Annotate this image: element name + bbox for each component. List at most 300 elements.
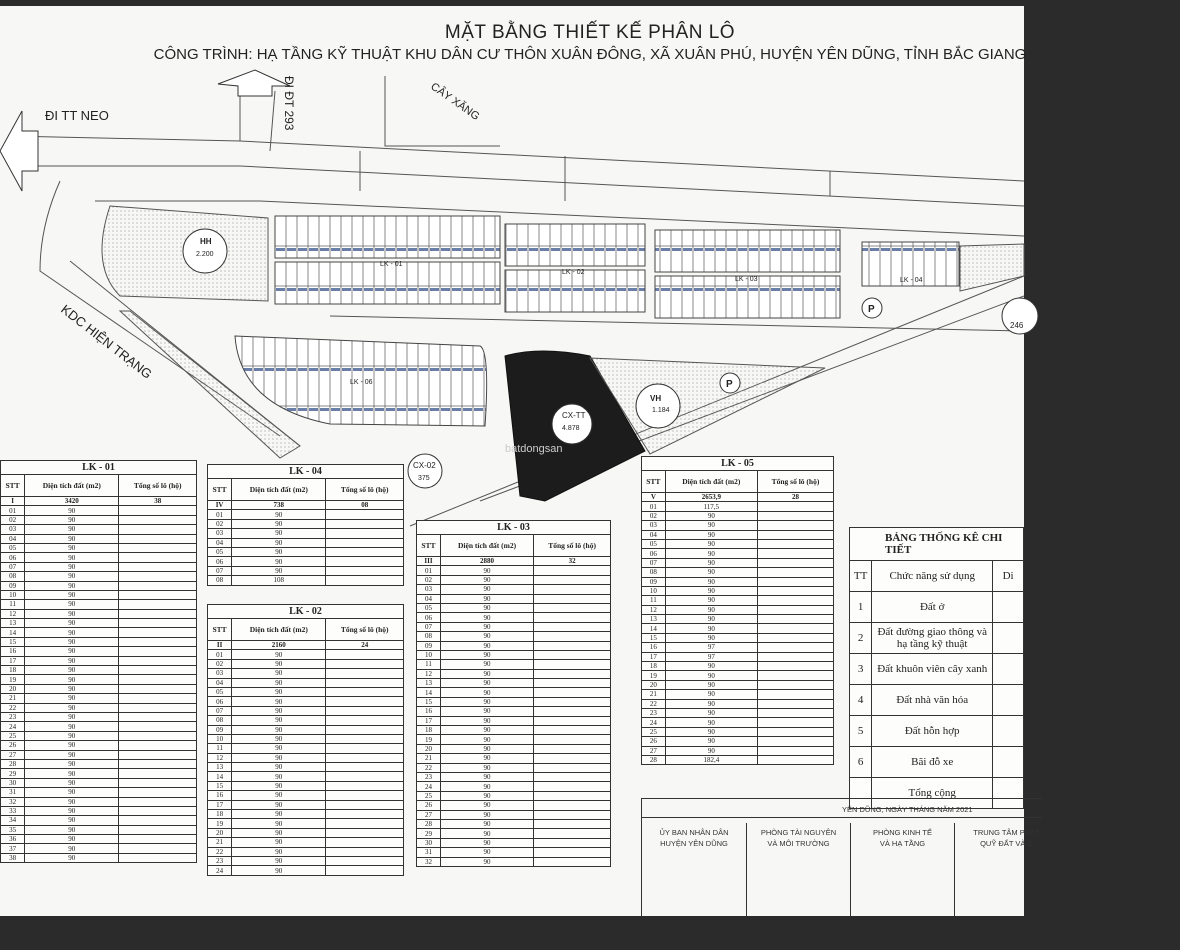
table-cell-stt: 17 (208, 800, 232, 809)
table-cell-area: 90 (440, 575, 533, 584)
page-title: MẶT BẰNG THIẾT KẾ PHÂN LÔ (444, 22, 736, 43)
table-row (208, 510, 404, 519)
table-cell-area: 90 (232, 810, 326, 819)
bottom-frame (0, 916, 1024, 950)
table-cell-stt: 18 (208, 810, 232, 819)
table-cell-area: 90 (25, 647, 119, 656)
table-cell-area: 90 (440, 735, 533, 744)
table-cell-stt: 01 (208, 510, 232, 519)
table-cell-stt: 13 (208, 763, 232, 772)
signature-block (641, 798, 1042, 923)
table-cell-area: 97 (665, 652, 757, 661)
table-cell-count (119, 750, 197, 759)
table-cell-count (326, 706, 404, 715)
table-row (1, 694, 197, 703)
table-caption: LK - 01 (1, 461, 197, 475)
table-row (417, 707, 611, 716)
table-row (417, 763, 611, 772)
table-cell-stt: 09 (1, 581, 25, 590)
label-p2: P (868, 304, 875, 315)
table-cell-area: 90 (665, 662, 757, 671)
table-row (1, 712, 197, 721)
direction-arrow-up (218, 70, 290, 96)
table-row (1, 806, 197, 815)
table-cell-count (326, 519, 404, 528)
table-cell-count (757, 690, 833, 699)
summary-cell-function: Đất nhà văn hóa (872, 685, 993, 716)
table-row (208, 781, 404, 790)
table-row (642, 558, 834, 567)
table-row (208, 706, 404, 715)
table-cell-count (119, 797, 197, 806)
table-cell-area: 90 (665, 680, 757, 689)
sign-col-4 (954, 823, 1058, 923)
table-cell-area: 90 (665, 558, 757, 567)
table-cell-stt: 14 (208, 772, 232, 781)
cx-02-label-circle (408, 454, 442, 488)
table-cell-count (326, 838, 404, 847)
table-cell-area: 90 (665, 615, 757, 624)
sign-col-4-line2: QUỸ ĐẤT VÀ C (980, 839, 1033, 848)
table-cell-count (757, 643, 833, 652)
table-row (417, 819, 611, 828)
table-row (642, 615, 834, 624)
table-row (417, 857, 611, 866)
table-cell-area: 90 (232, 828, 326, 837)
table-cell-stt: 21 (642, 690, 666, 699)
table-cell-stt: 04 (1, 534, 25, 543)
table-cell-area: 90 (232, 678, 326, 687)
table-cell-stt: 17 (417, 716, 441, 725)
table-summary-cell: 24 (326, 641, 404, 650)
table-cell-stt: 37 (1, 844, 25, 853)
table-row (1, 506, 197, 515)
table-row (1, 684, 197, 693)
table-row (208, 828, 404, 837)
sign-col-2-line1: PHÒNG TÀI NGUYÊN (760, 828, 837, 837)
table-row (417, 679, 611, 688)
summary-cell-area (993, 716, 1024, 747)
table-cell-count (534, 594, 611, 603)
table-cell-stt: 13 (1, 619, 25, 628)
table-cell-count (326, 866, 404, 875)
table-row (208, 819, 404, 828)
summary-row (850, 716, 1024, 747)
table-cell-area: 90 (232, 866, 326, 875)
table-cell-stt: 04 (208, 538, 232, 547)
table-cell-count (757, 511, 833, 520)
table-row (208, 547, 404, 556)
table-cell-area: 90 (232, 557, 326, 566)
table-cell-count (119, 534, 197, 543)
table-cell-area: 90 (440, 622, 533, 631)
table-cell-area: 90 (25, 806, 119, 815)
table-cell-area: 90 (25, 628, 119, 637)
table-cell-stt: 24 (208, 866, 232, 875)
table-row (417, 622, 611, 631)
table-row (642, 662, 834, 671)
table-cell-count (326, 716, 404, 725)
table-cell-stt: 02 (208, 519, 232, 528)
table-cell-count (326, 697, 404, 706)
table-cell-count (534, 632, 611, 641)
summary-row (850, 685, 1024, 716)
table-row (642, 699, 834, 708)
summary-title: BẢNG THỐNG KÊ CHI TIẾT (850, 528, 1024, 561)
vh-label-circle (636, 384, 680, 428)
table-row (642, 652, 834, 661)
table-row (1, 637, 197, 646)
table-cell-area: 90 (232, 772, 326, 781)
label-vh-area: 1.184 (652, 407, 670, 414)
table-row (417, 829, 611, 838)
table-cell-area: 90 (232, 669, 326, 678)
table-summary-cell: 3420 (25, 497, 119, 506)
table-header: Diện tích đất (m2) (232, 479, 326, 501)
table-cell-stt: 05 (1, 543, 25, 552)
summary-cell-tt: 3 (850, 654, 872, 685)
table-cell-area: 90 (25, 694, 119, 703)
table-cell-count (119, 553, 197, 562)
summary-header-function: Chức năng sử dụng (872, 561, 993, 592)
table-cell-count (757, 755, 833, 764)
table-cell-area: 90 (25, 590, 119, 599)
summary-cell-tt: 5 (850, 716, 872, 747)
table-cell-area: 90 (440, 763, 533, 772)
summary-cell-function: Đất ở (872, 592, 993, 623)
table-cell-stt: 18 (642, 662, 666, 671)
table-row (417, 810, 611, 819)
table-lk-01 (0, 460, 197, 863)
table-cell-stt: 17 (642, 652, 666, 661)
table-row (642, 605, 834, 614)
table-row (208, 566, 404, 575)
table-cell-stt: 08 (208, 576, 232, 585)
table-cell-count (119, 731, 197, 740)
table-cell-stt: 19 (642, 671, 666, 680)
table-cell-count (326, 772, 404, 781)
cx-tt-label-circle (552, 404, 592, 444)
table-row (208, 697, 404, 706)
table-cell-area: 90 (440, 848, 533, 857)
table-cell-count (757, 680, 833, 689)
table-cell-stt: 34 (1, 816, 25, 825)
table-cell-stt: 31 (1, 788, 25, 797)
table-cell-count (326, 856, 404, 865)
label-p1: P (726, 379, 733, 390)
table-cell-stt: 35 (1, 825, 25, 834)
table-header: Tổng số lô (hộ) (757, 471, 833, 493)
table-row (1, 619, 197, 628)
table-cell-count (534, 641, 611, 650)
table-cell-count (757, 737, 833, 746)
table-row (417, 716, 611, 725)
table-cell-area: 90 (440, 594, 533, 603)
table-cell-stt: 21 (1, 694, 25, 703)
table-cell-count (534, 688, 611, 697)
table-cell-count (534, 810, 611, 819)
table-cell-count (757, 708, 833, 717)
summary-header-tt: TT (850, 561, 872, 592)
table-cell-stt: 15 (1, 637, 25, 646)
table-cell-stt: 11 (1, 600, 25, 609)
table-cell-stt: 08 (208, 716, 232, 725)
table-cell-stt: 36 (1, 835, 25, 844)
table-cell-area: 90 (440, 726, 533, 735)
table-row (208, 529, 404, 538)
table-cell-area: 90 (665, 633, 757, 642)
table-row (642, 633, 834, 642)
table-cell-count (119, 562, 197, 571)
table-cell-count (757, 633, 833, 642)
table-cell-stt: 08 (642, 568, 666, 577)
table-cell-area: 90 (440, 641, 533, 650)
table-cell-stt: 12 (1, 609, 25, 618)
table-row (208, 791, 404, 800)
table-cell-area: 90 (232, 538, 326, 547)
table-cell-count (119, 778, 197, 787)
table-row (208, 687, 404, 696)
table-cell-count (326, 734, 404, 743)
table-cell-stt: 16 (208, 791, 232, 800)
table-row (1, 816, 197, 825)
table-cell-stt: 06 (642, 549, 666, 558)
table-row (208, 856, 404, 865)
table-cell-stt: 11 (642, 596, 666, 605)
table-cell-count (757, 521, 833, 530)
table-cell-area: 90 (232, 510, 326, 519)
table-cell-count (326, 819, 404, 828)
lot-row-lk03-top (655, 230, 840, 272)
label-hh: HH (200, 237, 212, 246)
label-kdc-hien-trang: KDC HIỆN TRẠNG (58, 301, 155, 382)
table-cell-count (534, 829, 611, 838)
label-lk-06: LK - 06 (350, 379, 373, 386)
table-cell-stt: 13 (417, 679, 441, 688)
table-cell-stt: 09 (642, 577, 666, 586)
table-cell-stt: 07 (1, 562, 25, 571)
table-cell-count (757, 652, 833, 661)
table-cell-count (326, 810, 404, 819)
table-summary-cell: II (208, 641, 232, 650)
table-row (208, 800, 404, 809)
table-cell-area: 90 (25, 759, 119, 768)
table-cell-area: 90 (25, 684, 119, 693)
table-row (208, 734, 404, 743)
table-row (417, 641, 611, 650)
table-cell-stt: 15 (642, 633, 666, 642)
table-cell-count (119, 788, 197, 797)
table-cell-stt: 09 (208, 725, 232, 734)
table-row (417, 754, 611, 763)
table-cell-stt: 06 (417, 613, 441, 622)
table-cell-count (534, 697, 611, 706)
label-cx-tt: CX-TT (562, 411, 586, 420)
label-di-tt-neo: ĐI TT NEO (45, 108, 109, 123)
table-cell-count (326, 576, 404, 585)
table-row (1, 600, 197, 609)
table-cell-stt: 29 (1, 769, 25, 778)
table-cell-count (757, 502, 833, 511)
table-cell-area: 90 (25, 600, 119, 609)
table-cell-stt: 04 (642, 530, 666, 539)
table-cell-count (534, 716, 611, 725)
table-cell-stt: 13 (642, 615, 666, 624)
table-cell-count (534, 585, 611, 594)
table-cell-area: 90 (665, 671, 757, 680)
table-row (417, 585, 611, 594)
table-cell-count (326, 669, 404, 678)
table-row (417, 697, 611, 706)
table-row (1, 656, 197, 665)
table-row (208, 650, 404, 659)
table-cell-area: 90 (232, 547, 326, 556)
table-cell-stt: 19 (1, 675, 25, 684)
table-cell-stt: 22 (642, 699, 666, 708)
table-row (208, 519, 404, 528)
sign-col-1-line1: ỦY BAN NHÂN DÂN (659, 828, 729, 837)
table-cell-area: 90 (440, 613, 533, 622)
table-cell-stt: 01 (642, 502, 666, 511)
table-cell-count (326, 744, 404, 753)
table-cell-stt: 03 (1, 525, 25, 534)
sign-col-3 (850, 823, 954, 923)
table-cell-area: 90 (25, 731, 119, 740)
table-row (417, 801, 611, 810)
table-cell-count (119, 666, 197, 675)
table-cell-area: 90 (25, 675, 119, 684)
table-cell-stt: 24 (642, 718, 666, 727)
table-row (1, 666, 197, 675)
table-cell-area: 90 (440, 585, 533, 594)
table-cell-area: 90 (232, 529, 326, 538)
table-row (417, 791, 611, 800)
table-cell-stt: 22 (1, 703, 25, 712)
table-cell-stt: 06 (208, 557, 232, 566)
table-cell-stt: 05 (642, 539, 666, 548)
table-cell-area: 90 (25, 769, 119, 778)
table-header: Diện tích đất (m2) (440, 535, 533, 557)
table-cell-area: 90 (232, 744, 326, 753)
table-cell-area: 90 (25, 637, 119, 646)
table-row (1, 741, 197, 750)
table-caption: LK - 05 (642, 457, 834, 471)
table-header: STT (208, 479, 232, 501)
table-cell-area: 182,4 (665, 755, 757, 764)
table-cell-count (534, 650, 611, 659)
table-cell-stt: 26 (417, 801, 441, 810)
table-cell-stt: 06 (208, 697, 232, 706)
site-plan-map (0, 6, 1024, 526)
table-row (1, 572, 197, 581)
table-cell-area: 90 (25, 525, 119, 534)
table-cell-stt: 03 (208, 669, 232, 678)
table-summary-cell: 28 (757, 493, 833, 502)
table-row (642, 549, 834, 558)
table-row (642, 586, 834, 595)
table-row (208, 838, 404, 847)
table-row (1, 553, 197, 562)
table-cell-area: 90 (440, 819, 533, 828)
table-cell-count (119, 506, 197, 515)
label-hh-area: 2.200 (196, 251, 214, 258)
table-cell-stt: 20 (208, 828, 232, 837)
table-cell-count (326, 529, 404, 538)
table-row (208, 847, 404, 856)
table-cell-count (757, 671, 833, 680)
table-cell-count (119, 816, 197, 825)
table-row (208, 753, 404, 762)
label-vh: VH (650, 394, 662, 403)
table-cell-count (534, 763, 611, 772)
table-cell-area: 90 (25, 703, 119, 712)
table-cell-count (119, 769, 197, 778)
table-row (1, 703, 197, 712)
table-cell-area: 90 (232, 687, 326, 696)
table-cell-area: 90 (440, 838, 533, 847)
table-cell-count (119, 581, 197, 590)
table-cell-count (757, 662, 833, 671)
table-cell-count (326, 753, 404, 762)
table-cell-stt: 06 (1, 553, 25, 562)
table-row (642, 530, 834, 539)
table-cell-count (326, 538, 404, 547)
table-cell-stt: 22 (208, 847, 232, 856)
table-cell-area: 90 (232, 781, 326, 790)
table-cell-count (326, 566, 404, 575)
table-cell-count (534, 848, 611, 857)
table-cell-count (757, 727, 833, 736)
table-row (642, 727, 834, 736)
table-cell-count (757, 746, 833, 755)
table-cell-area: 90 (440, 632, 533, 641)
table-row (417, 632, 611, 641)
table-cell-count (534, 754, 611, 763)
table-row (642, 502, 834, 511)
table-cell-count (757, 615, 833, 624)
table-cell-area: 90 (25, 656, 119, 665)
table-cell-count (534, 603, 611, 612)
table-cell-stt: 02 (642, 511, 666, 520)
table-cell-stt: 27 (642, 746, 666, 755)
table-row (417, 726, 611, 735)
sign-col-3-line1: PHÒNG KINH TẾ (872, 828, 933, 837)
table-row (417, 669, 611, 678)
table-row (417, 660, 611, 669)
table-cell-count (326, 659, 404, 668)
table-cell-stt: 03 (208, 529, 232, 538)
summary-row (850, 747, 1024, 778)
lot-row-lk02-bottom (505, 270, 645, 312)
table-cell-count (326, 828, 404, 837)
table-row (208, 678, 404, 687)
table-cell-area: 90 (25, 543, 119, 552)
table-row (642, 680, 834, 689)
summary-row (850, 654, 1024, 685)
table-row (642, 624, 834, 633)
table-caption: LK - 03 (417, 521, 611, 535)
table-cell-area: 90 (440, 791, 533, 800)
table-cell-stt: 18 (417, 726, 441, 735)
table-cell-count (119, 741, 197, 750)
table-cell-area: 90 (25, 853, 119, 862)
table-cell-area: 90 (25, 797, 119, 806)
table-row (1, 778, 197, 787)
table-cell-count (326, 763, 404, 772)
table-cell-stt: 14 (417, 688, 441, 697)
table-row (642, 643, 834, 652)
table-cell-stt: 21 (208, 838, 232, 847)
